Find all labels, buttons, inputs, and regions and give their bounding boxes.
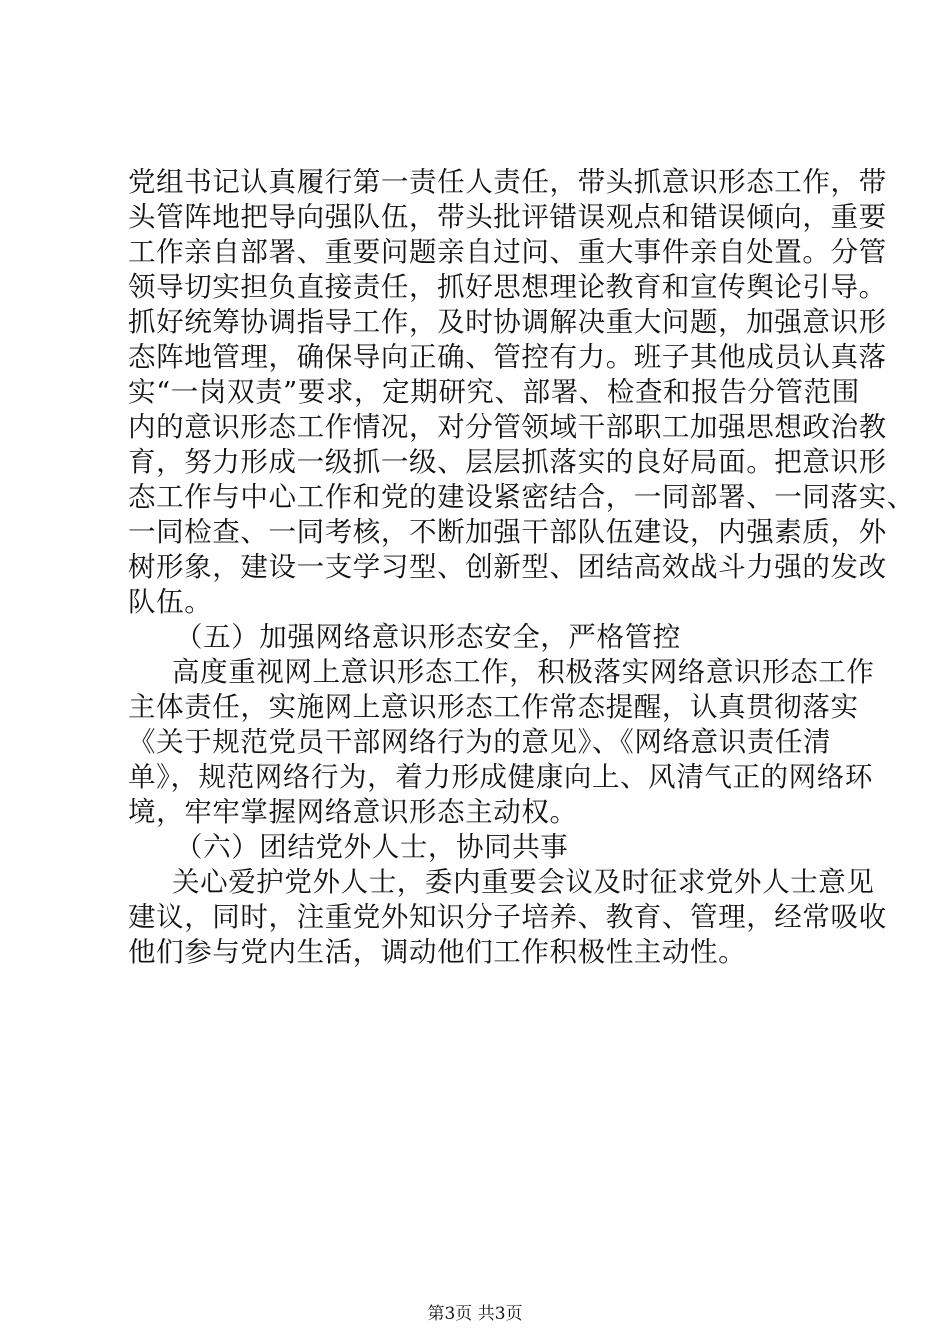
- body-line: 实“一岗双责”要求，定期研究、部署、检查和报告分管范围: [128, 376, 860, 408]
- body-line: 一同检查、一同考核，不断加强干部队伍建设，内强素质，外: [128, 516, 887, 548]
- body-line: 建议，同时，注重党外知识分子培养、教育、管理，经常吸收: [128, 901, 887, 933]
- body-line: 队伍。: [128, 586, 213, 618]
- paragraph-first-line: 关心爱护党外人士，委内重要会议及时征求党外人士意见: [172, 866, 875, 898]
- body-line: 内的意识形态工作情况，对分管领域干部职工加强思想政治教: [128, 411, 887, 443]
- body-line: 工作亲自部署、重要问题亲自过问、重大事件亲自处置。分管: [128, 236, 887, 268]
- body-line: 态工作与中心工作和党的建设紧密结合，一同部署、一同落实、: [128, 481, 915, 513]
- body-line: 态阵地管理，确保导向正确、管控有力。班子其他成员认真落: [128, 341, 887, 373]
- body-line: 境，牢牢掌握网络意识形态主动权。: [128, 796, 578, 828]
- body-line: 主体责任，实施网上意识形态工作常态提醒，认真贯彻落实: [128, 691, 859, 723]
- section-heading-five: （五）加强网络意识形态安全，严格管控: [175, 621, 681, 653]
- body-line: 育，努力形成一级抓一级、层层抓落实的良好局面。把意识形: [128, 446, 887, 478]
- paragraph-first-line: 高度重视网上意识形态工作，积极落实网络意识形态工作: [172, 656, 875, 688]
- body-line: 《关于规范党员干部网络行为的意见》、《网络意识责任清: [128, 726, 832, 758]
- body-line: 树形象，建设一支学习型、创新型、团结高效战斗力强的发改: [128, 551, 887, 583]
- body-line: 单》，规范网络行为，着力形成健康向上、风清气正的网络环: [128, 761, 873, 793]
- body-line: 头管阵地把导向强队伍，带头批评错误观点和错误倾向，重要: [128, 201, 887, 233]
- document-body: [0, 165, 950, 970]
- body-line: 他们参与党内生活，调动他们工作积极性主动性。: [128, 936, 747, 968]
- body-line: 抓好统筹协调指导工作，及时协调解决重大问题，加强意识形: [128, 306, 887, 338]
- body-line: 党组书记认真履行第一责任人责任，带头抓意识形态工作，带: [128, 166, 887, 198]
- page-footer: 第3页 共3页: [427, 1304, 523, 1324]
- body-line: 领导切实担负直接责任，抓好思想理论教育和宣传舆论引导。: [128, 271, 887, 303]
- section-heading-six: （六）团结党外人士，协同共事: [175, 831, 569, 863]
